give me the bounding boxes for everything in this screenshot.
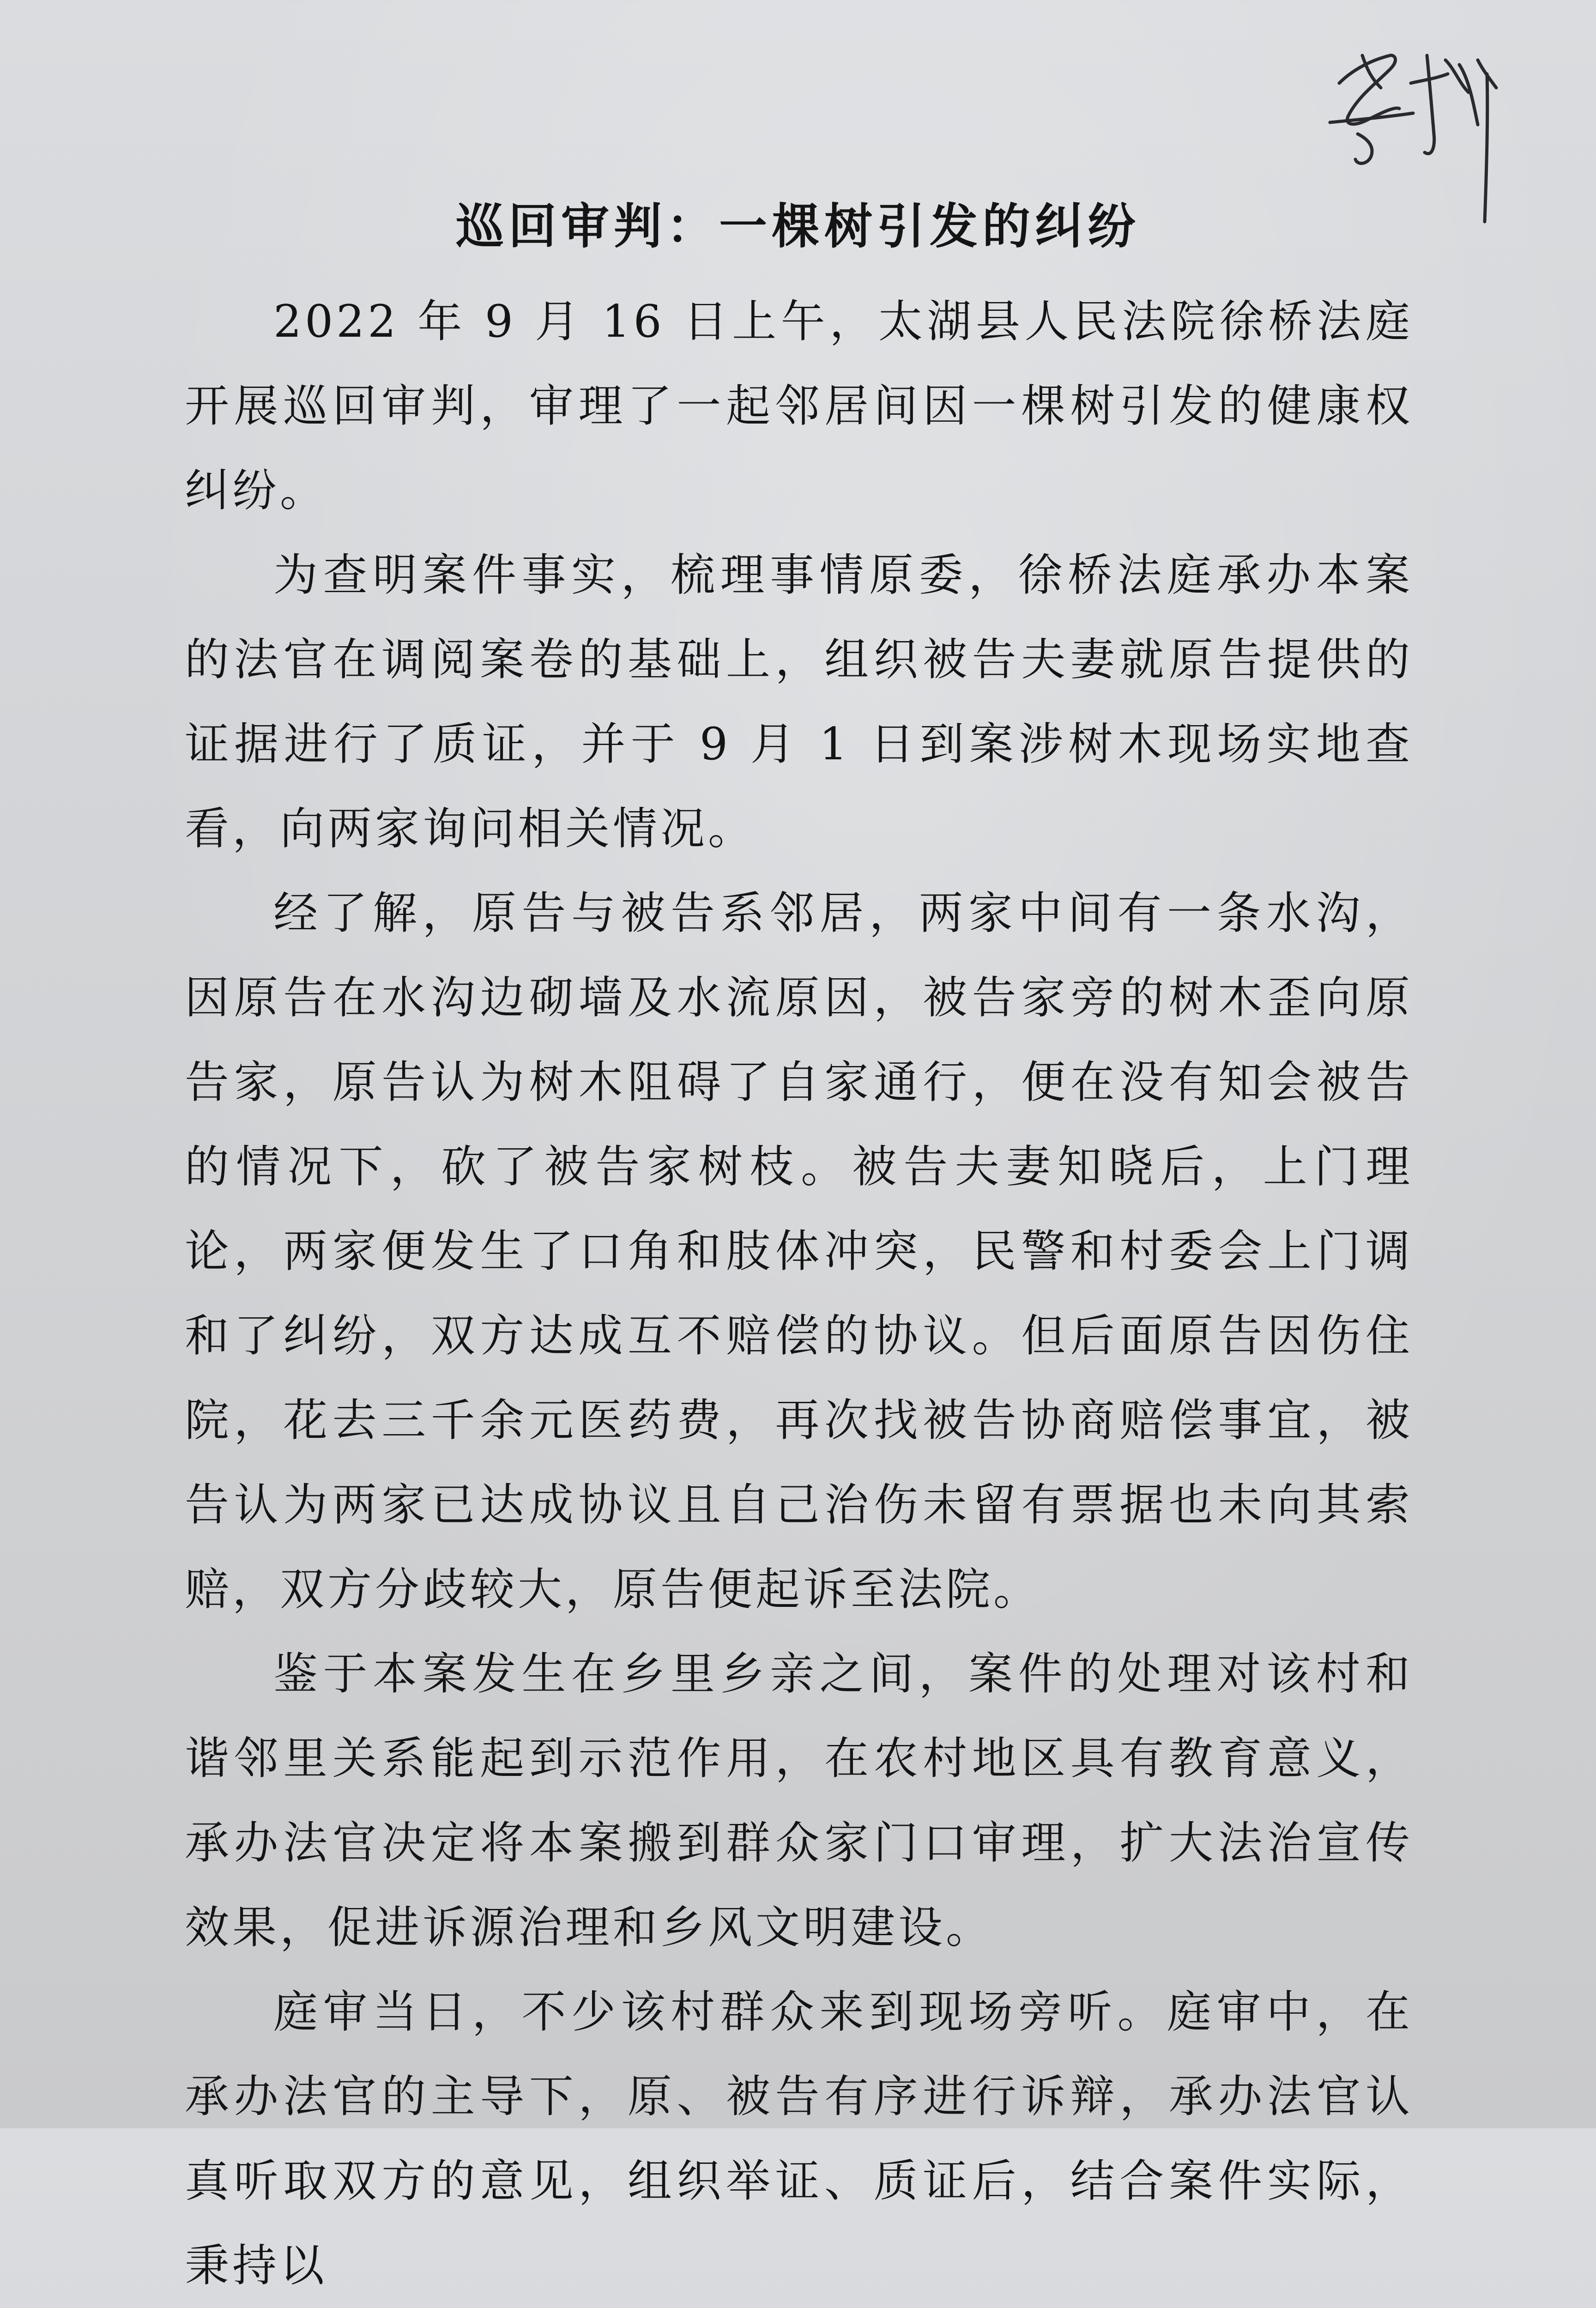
paragraph-4: 鉴于本案发生在乡里乡亲之间，案件的处理对该村和谐邻里关系能起到示范作用，在农村地区具有教育意义，承办法官决定将本案搬到群众家门口审理，扩大法治宣传效果，促进诉源治理和乡风文明建设。: [185, 1648, 1413, 1953]
document-body: [185, 279, 1413, 2308]
paragraph-2: 为查明案件事实，梳理事情原委，徐桥法庭承办本案的法官在调阅案卷的基础上，组织被告夫妻就原告提供的证据进行了质证，并于 9 月 1 日到案涉树木现场实地查看，向两家询问相关情况。: [185, 549, 1413, 854]
paragraph-1: 2022 年 9 月 16 日上午，太湖县人民法院徐桥法庭开展巡回审判，审理了一起邻居间因一棵树引发的健康权纠纷。: [185, 296, 1413, 516]
document-title: 巡回审判：一棵树引发的纠纷: [455, 198, 1140, 254]
paragraph-5: 庭审当日，不少该村群众来到现场旁听。庭审中，在承办法官的主导下，原、被告有序进行诉辩，承办法官认真听取双方的意见，组织举证、质证后，结合案件实际，秉持以: [185, 1986, 1413, 2291]
paragraph-3: 经了解，原告与被告系邻居，两家中间有一条水沟，因原告在水沟边砌墙及水流原因，被告家旁的树木歪向原告家，原告认为树木阻碍了自家通行，便在没有知会被告的情况下，砍了被告家树枝。被告夫妻知晓后，上门理论，两家便发生了口角和肢体冲突，民警和村委会上门调和了纠纷，双方达成互不赔偿的协议。但后面原告因伤住院，花去三千余元医药费，再次找被告协商赔偿事宜，被告认为两家已达成协议且自己治伤未留有票据也未向其索赔，双方分歧较大，原告便起诉至法院。: [185, 887, 1413, 1615]
